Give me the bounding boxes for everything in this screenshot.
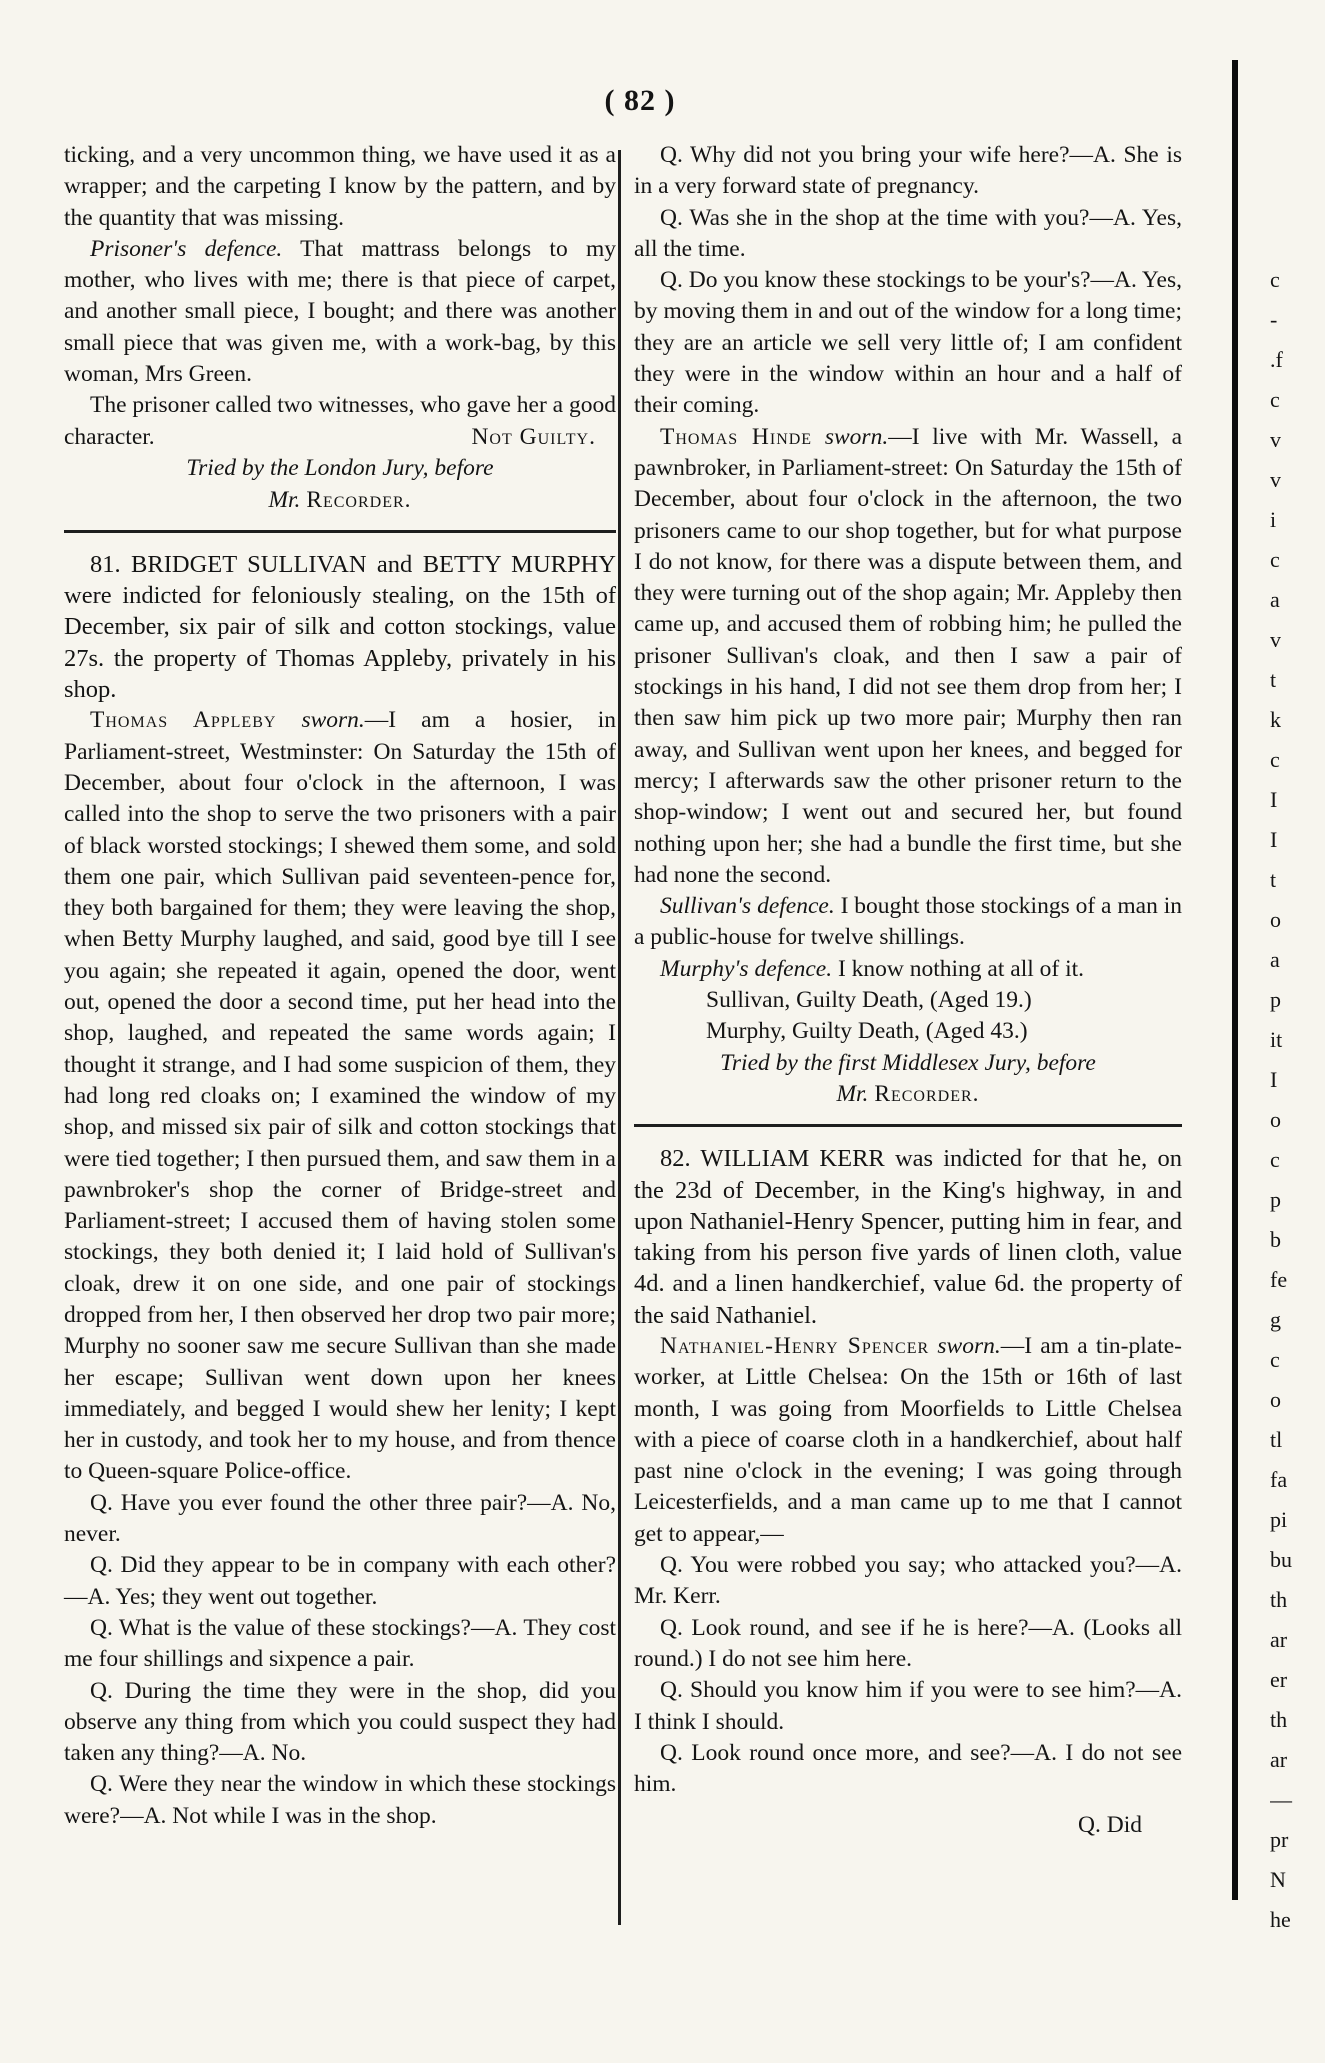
margin-fragment: c <box>1270 387 1280 412</box>
margin-fragment: ar <box>1270 1747 1288 1772</box>
margin-fragment: th <box>1270 1707 1288 1732</box>
margin-fragment: c <box>1270 267 1280 292</box>
section-rule <box>64 530 616 533</box>
witnesses-paragraph: The prisoner called two witnesses, who gave her a good character. <box>64 392 616 450</box>
qa-line: Q. Do you know these stockings to be your's?—A. Yes, by moving them in and out of the window for a long time; they are an article we sell very little of; I am confident they were in the window within an hour and a half of their coming. <box>634 267 1182 419</box>
qa-line: Q. Should you know him if you were to see him?—A. I think I should. <box>634 1677 1182 1735</box>
qa-line: Q. Were they near the window in which these stockings were?—A. Not while I was in the shop. <box>64 1771 616 1829</box>
margin-fragment: pi <box>1270 1507 1288 1532</box>
margin-fragment: he <box>1270 1907 1291 1932</box>
margin-fragment: N <box>1270 1867 1286 1892</box>
margin-fragment: er <box>1270 1667 1288 1692</box>
qa-line: Q. During the time they were in the shop, did you observe any thing from which you could suspect they had taken any thing?—A. No. <box>64 1677 616 1767</box>
margin-fragment: fe <box>1270 1267 1288 1292</box>
margin-fragment: c <box>1270 1347 1280 1372</box>
margin-fragment: th <box>1270 1587 1288 1612</box>
case-82-heading: 82. WILLIAM KERR was indicted for that he, on the 23d of December, in the King's highway, in and upon Nathaniel-Henry Spencer, putting him in fear, and taking from his person five yards of linen cloth, value 4d. and a linen handkerchief, value 6d. the property of the said Nathaniel. <box>634 1145 1182 1329</box>
margin-fragment: it <box>1270 1027 1283 1052</box>
murphy-defence-label: Murphy's defence. <box>660 955 833 982</box>
prisoner-defence-text: That mattrass belongs to my mother, who lives with me; there is that piece of carpet, and another small piece, I bought; and there was another small piece that was given me, with a work-bag, by this woman, Mrs Green. <box>64 235 616 388</box>
facing-page-margin-fragments <box>1270 260 1320 1940</box>
qa-line: Q. Was she in the shop at the time with you?—A. Yes, all the time. <box>634 204 1182 262</box>
margin-fragment: c <box>1270 547 1280 572</box>
margin-fragment: — <box>1270 1787 1292 1812</box>
sentence-murphy: Murphy, Guilty Death, (Aged 43.) <box>706 1018 1028 1045</box>
sworn-label: sworn. <box>929 1332 1001 1359</box>
mr-prefix: Mr. <box>836 1080 875 1107</box>
catchword: Q. Did <box>1078 1812 1142 1839</box>
verdict-not-guilty: Not Guilty. <box>471 423 596 450</box>
sullivan-defence-text: I bought those stockings of a man in a public-house for twelve shillings. <box>634 893 1182 951</box>
margin-fragment: v <box>1270 627 1281 652</box>
recorder-name: Recorder. <box>306 486 412 513</box>
margin-fragment: o <box>1270 1107 1281 1132</box>
witness-name-hinde: Thomas Hinde <box>660 423 813 450</box>
margin-fragment: I <box>1270 827 1278 852</box>
witness-name-spencer: Nathaniel-Henry Spencer <box>660 1332 930 1359</box>
margin-fragment: .f <box>1270 347 1283 372</box>
margin-fragment: a <box>1270 587 1280 612</box>
sullivan-defence-label: Sullivan's defence. <box>660 893 835 920</box>
margin-fragment: pr <box>1270 1827 1289 1852</box>
margin-fragment: I <box>1270 787 1278 812</box>
margin-fragment: ar <box>1270 1627 1288 1652</box>
hinde-testimony <box>634 422 1182 891</box>
before-recorder-line <box>64 485 616 516</box>
murphy-defence <box>634 954 1182 985</box>
recorder-name: Recorder. <box>874 1080 980 1107</box>
hinde-text: —I live with Mr. Wassell, a pawnbroker, in Parliament-street: On Saturday the 15th of December, about four o'clock in the afternoon, the two prisoners came to our shop together, but for what purpose I do not know, for there was a dispute between them, and they were turning out of the shop again; Mr. Appleby then came up, and accused them of robbing him; he pulled the prisoner Sullivan's cloak, and then I saw a pair of stockings in his hand, I did not see them drop from her; I then saw him pick up two more pair; Murphy then ran away, and Sullivan went upon her knees, and begged for mercy; I afterwards saw the other prisoner return to the shop-window; I went out and secured her, but found nothing upon her; she had a bundle the first time, but she had none the second. <box>634 423 1183 888</box>
qa-line: Q. Look round, and see if he is here?—A. (Looks all round.) I do not see him here. <box>634 1614 1182 1672</box>
qa-line: Q. Have you ever found the other three pair?—A. No, never. <box>64 1489 616 1548</box>
margin-fragment: fa <box>1270 1467 1288 1492</box>
margin-fragment: o <box>1270 1387 1281 1412</box>
margin-fragment: v <box>1270 467 1281 492</box>
page-number: ( 82 ) <box>604 84 676 117</box>
appleby-testimony <box>64 705 616 1487</box>
paragraph-ticking: ticking, and a very uncommon thing, we have used it as a wrapper; and the carpeting I know by the pattern, and by the quantity that was missing. <box>64 142 616 231</box>
sentence-sullivan: Sullivan, Guilty Death, (Aged 19.) <box>706 987 1032 1014</box>
prisoner-defence-label: Prisoner's defence. <box>90 235 283 262</box>
witness-name-appleby: Thomas Appleby <box>90 707 277 734</box>
qa-line: Q. Look round once more, and see?—A. I do not see him. <box>634 1739 1182 1798</box>
column-rule <box>618 150 621 1925</box>
qa-line: Q. Why did not you bring your wife here?—A. She is in a very forward state of pregnancy. <box>634 142 1182 200</box>
spencer-text: —I am a tin-plate-worker, at Little Chelsea: On the 15th or 16th of last month, I was going from Moorfields to Little Chelsea with a piece of coarse cloth in a handkerchief, about half past nine o'clock in the evening; I was going through Leicesterfields, and a man came up to me that I cannot get to appear,— <box>634 1332 1182 1547</box>
qa-line: Q. What is the value of these stockings?—A. They cost me four shillings and sixpence a pair. <box>64 1614 616 1673</box>
prisoner-defence <box>64 234 616 390</box>
margin-fragment: v <box>1270 427 1281 452</box>
right-column <box>634 140 1182 1842</box>
qa-line: Q. Did they appear to be in company with each other?—A. Yes; they went out together. <box>64 1552 616 1610</box>
murphy-defence-text: I know nothing at all of it. <box>832 955 1085 982</box>
tried-by-line: Tried by the London Jury, before <box>186 455 494 482</box>
margin-fragment: c <box>1270 747 1280 772</box>
left-column <box>64 140 616 1832</box>
margin-fragment: bu <box>1270 1547 1292 1572</box>
margin-fragment: p <box>1270 1187 1281 1212</box>
margin-fragment: b <box>1270 1227 1281 1252</box>
margin-fragment: tl <box>1270 1427 1283 1452</box>
margin-fragment: c <box>1270 1147 1280 1172</box>
sworn-label: sworn. <box>812 423 889 450</box>
qa-line: Q. You were robbed you say; who attacked you?—A. Mr. Kerr. <box>634 1552 1182 1610</box>
margin-fragment: a <box>1270 947 1280 972</box>
margin-fragment: o <box>1270 907 1281 932</box>
tried-by-line: Tried by the first Middlesex Jury, before <box>720 1049 1096 1076</box>
margin-fragment: k <box>1270 707 1281 732</box>
section-rule <box>634 1124 1182 1127</box>
mr-prefix: Mr. <box>268 486 307 513</box>
margin-fragment: - <box>1270 307 1278 332</box>
case-81-heading: 81. BRIDGET SULLIVAN and BETTY MURPHY were indicted for feloniously stealing, on the 15th of December, six pair of silk and cotton stockings, value 27s. the property of Thomas Appleby, privately in his shop. <box>64 550 616 704</box>
page-edge-bar <box>1232 60 1238 1900</box>
margin-fragment: i <box>1270 507 1277 532</box>
margin-fragment: t <box>1270 667 1277 692</box>
margin-fragment: t <box>1270 867 1277 892</box>
spencer-testimony <box>634 1331 1182 1550</box>
margin-fragment: g <box>1270 1307 1281 1332</box>
before-recorder-line <box>634 1079 1182 1110</box>
appleby-text: —I am a hosier, in Parliament-street, Westminster: On Saturday the 15th of December, about four o'clock in the afternoon, I was called into the shop to serve the two prisoners with a pair of black worsted stockings; I shewed them some, and sold them one pair, which Sullivan paid seventeen-pence for, they both bargained for them; they were leaving the shop, when Betty Murphy laughed, and said, good bye till I see you again; she repeated it again, opened the door, went out, opened the door a second time, put her head into the shop, laughed, and repeated the same words again; I thought it strange, and I had some suspicion of them, they had long red cloaks on; I examined the window of my shop, and missed six pair of silk and cotton stockings that were tied together; I then pursued them, and saw them in a pawnbroker's shop the corner of Bridge-street and Parliament-street; I accused them of having stolen some stockings, they both denied it; I laid hold of Sullivan's cloak, drew it on one side, and one pair of stockings dropped from her, I then observed her drop two pair more; Murphy no sooner saw me secure Sullivan than she made her escape; Sullivan went down upon her knees immediately, and begged I would shew her lenity; I kept her in custody, and took her to my house, and from thence to Queen-square Police-office. <box>64 707 617 1485</box>
margin-fragment: I <box>1270 1067 1278 1092</box>
sworn-label: sworn. <box>276 707 365 734</box>
margin-fragment: p <box>1270 987 1281 1012</box>
sullivan-defence <box>634 891 1182 954</box>
